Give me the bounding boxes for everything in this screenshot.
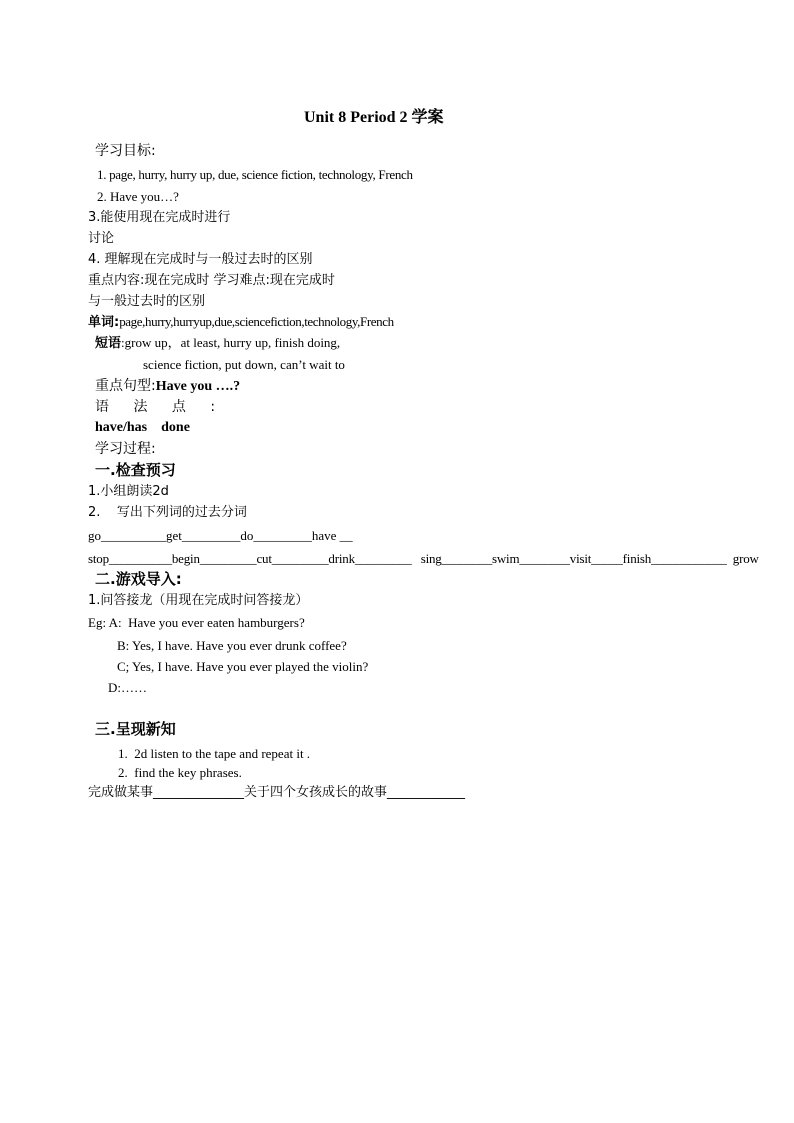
section-2-item-1: 1.问答接龙（用现在完成时问答接龙）: [88, 593, 309, 608]
section-1-heading: 一.检查预习: [95, 461, 176, 479]
section-3-item-1: 1. 2d listen to the tape and repeat it .: [118, 746, 311, 761]
past-participle-row-2: stop__________begin_________cut_________drink_________ sing________swim________visit_____finish____________ grow: [88, 551, 759, 566]
section-3-item-2: 2. find the key phrases.: [118, 765, 242, 780]
phrases-label: 短语: [95, 336, 122, 351]
section-3-heading: 三.呈现新知: [95, 720, 176, 738]
phrases-line-2: science fiction, put down, can’t wait to: [143, 357, 345, 372]
grammar-label: 语 法 点 :: [95, 399, 226, 415]
key-sentence-line: [95, 378, 240, 395]
goal-item-2: 2. Have you…?: [97, 189, 179, 204]
focus-line-1: 重点内容:现在完成时 学习难点:现在完成时: [88, 273, 335, 288]
phrases-text-1: :grow up，at least, hurry up, finish doing,: [121, 335, 341, 350]
goal-item-3a: 3.能使用现在完成时进行: [88, 210, 231, 225]
phrases-line-1: [95, 335, 340, 352]
grammar-text: have/has done: [95, 420, 190, 435]
goal-item-4: 4. 理解现在完成时与一般过去时的区别: [88, 252, 313, 267]
section-1-item-2: 2. 写出下列词的过去分词: [88, 505, 247, 520]
words-label: 单词:: [88, 315, 120, 330]
words-text: page,hurry,hurryup,due,sciencefiction,technology,French: [119, 314, 394, 329]
goal-item-3b: 讨论: [88, 231, 115, 246]
key-sentence-text: Have you ….?: [155, 379, 241, 394]
process-heading: 学习过程:: [95, 441, 156, 457]
example-d: D:……: [108, 680, 147, 695]
words-line: [88, 314, 394, 331]
section-1-item-1: 1.小组朗读2d: [88, 484, 169, 499]
page-title: Unit 8 Period 2 学案: [304, 109, 444, 126]
example-c: C; Yes, I have. Have you ever played the violin?: [117, 659, 369, 674]
key-sentence-label: 重点句型:: [95, 378, 156, 394]
goals-heading: 学习目标:: [95, 143, 156, 159]
example-a: Eg: A: Have you ever eaten hamburgers?: [88, 615, 305, 630]
section-3-fill-line: 完成做某事______________关于四个女孩成长的故事____________: [88, 785, 466, 800]
past-participle-row-1: go__________get_________do_________have __: [88, 528, 353, 543]
section-2-heading: 二.游戏导入:: [95, 570, 182, 588]
example-b: B: Yes, I have. Have you ever drunk coffee?: [117, 638, 347, 653]
goal-item-1: 1. page, hurry, hurry up, due, science fiction, technology, French: [97, 167, 413, 182]
focus-line-2: 与一般过去时的区别: [88, 294, 206, 309]
